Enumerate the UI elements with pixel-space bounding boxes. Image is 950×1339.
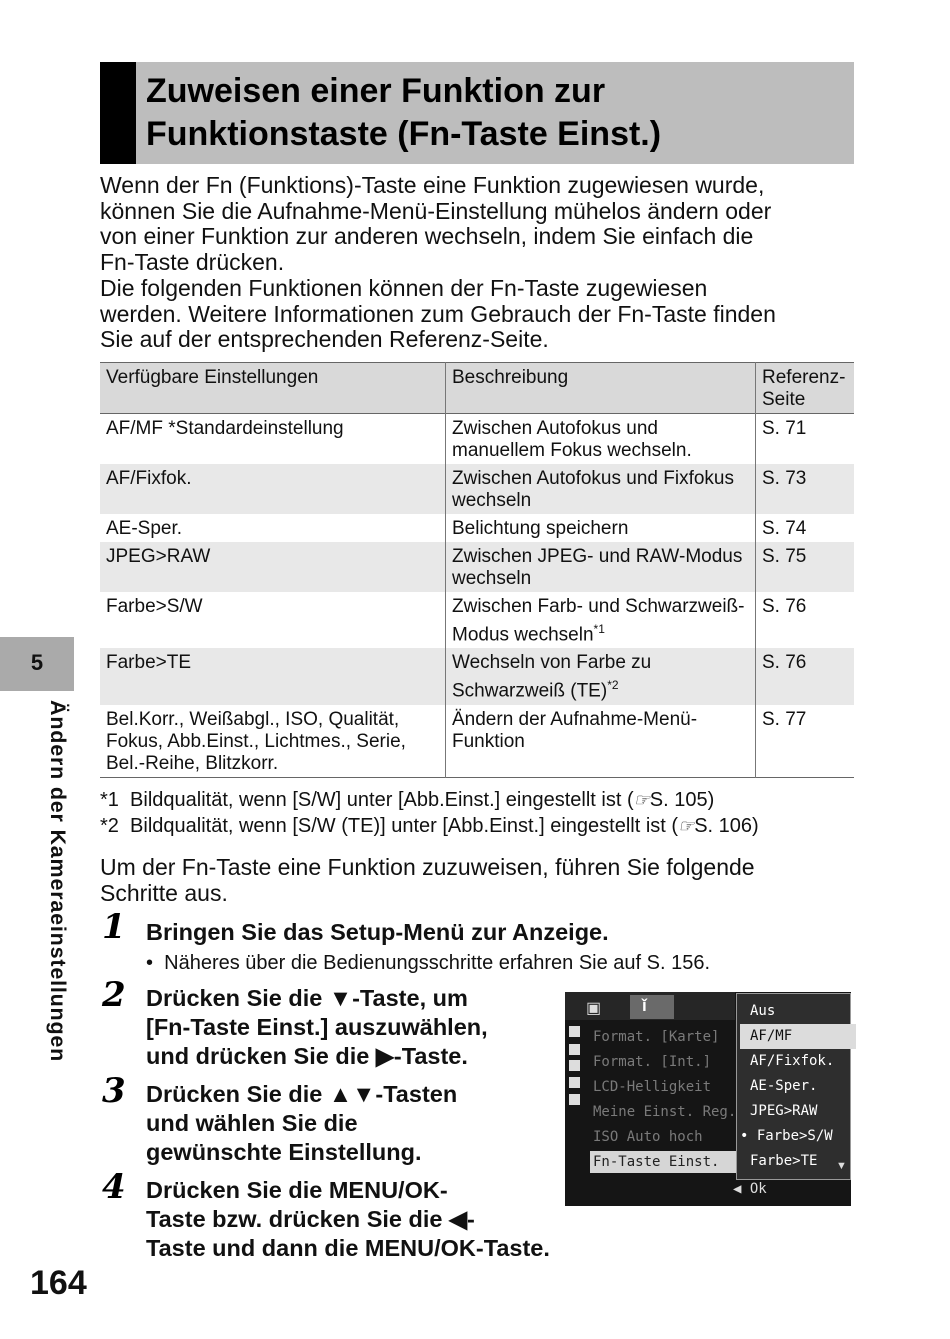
intro-line: von einer Funktion zur anderen wechseln, indem Sie einfach die [100, 223, 754, 250]
page-title [146, 70, 846, 156]
cell-description: Zwischen Autofokus und Fixfokus wechseln [446, 464, 756, 514]
functions-table [100, 362, 854, 778]
cell-setting: AE-Sper. [100, 514, 446, 542]
screen-option: Farbe>TE [750, 1153, 818, 1169]
wrench-icon: ǐ [642, 996, 647, 1015]
footnote-ref: S. 105) [649, 789, 715, 811]
scroll-down-icon: ▼ [836, 1160, 847, 1172]
step-line: [Fn-Taste Einst.] auszuwählen, [146, 1014, 488, 1040]
intro-line: Fn-Taste drücken. [100, 249, 285, 276]
step-text [146, 984, 488, 1071]
cell-description [446, 648, 756, 704]
steps-intro [100, 855, 860, 906]
cell-setting: JPEG>RAW [100, 542, 446, 592]
intro-line: können Sie die Aufnahme-Menü-Einstellung mühelos ändern oder [100, 197, 772, 224]
title-accent-bar [100, 62, 136, 164]
screen-menu-item: Format. [Karte] [593, 1029, 720, 1045]
footnote [100, 813, 759, 839]
footnote-mark: *2 [100, 815, 119, 837]
menu-marker-icon [569, 1044, 580, 1055]
menu-marker-icon [569, 1026, 580, 1037]
step-text: Bringen Sie das Setup-Menü zur Anzeige. [146, 919, 609, 945]
table-row [100, 414, 854, 465]
intro-line: Wenn der Fn (Funktions)-Taste eine Funktion zugewiesen wurde, [100, 172, 765, 198]
cell-description: Ändern der Aufnahme-Menü-Funktion [446, 705, 756, 778]
cell-description: Zwischen JPEG- und RAW-Modus wechseln [446, 542, 756, 592]
table-row [100, 514, 854, 542]
table-row [100, 542, 854, 592]
screen-ok-label: ◀ Ok [733, 1181, 767, 1197]
screen-menu-item: Meine Einst. Reg. [593, 1104, 737, 1120]
header-settings: Verfügbare Einstellungen [100, 363, 446, 414]
setup-tab-active [630, 995, 674, 1019]
cell-description [446, 592, 756, 648]
step-text [146, 1080, 457, 1167]
header-reference: Referenz-Seite [762, 367, 846, 410]
menu-marker-icon [569, 1060, 580, 1071]
cell-reference: S. 71 [762, 418, 807, 439]
cell-reference: S. 74 [762, 518, 807, 539]
cell-reference: S. 73 [762, 468, 807, 489]
screen-option: AE-Sper. [750, 1078, 818, 1094]
screen-menu-item: ISO Auto hoch [593, 1129, 703, 1145]
page-number: 164 [30, 1264, 87, 1302]
footnote-ref: S. 106) [694, 815, 759, 837]
intro-line: Die folgenden Funktionen können der Fn-Taste zugewiesen [100, 274, 708, 301]
title-line: Funktionstaste (Fn-Taste Einst.) [146, 115, 662, 153]
step-line: Taste und dann die MENU/OK-Taste. [146, 1235, 550, 1261]
footnote-text: Bildqualität, wenn [S/W] unter [Abb.Einst.] eingestellt ist ( [130, 789, 634, 811]
table-row [100, 648, 854, 704]
screen-option-selected: AF/MF [740, 1024, 856, 1049]
step-line: Taste bzw. drücken Sie die ◀- [146, 1206, 475, 1232]
cell-setting: Farbe>TE [100, 648, 446, 704]
cell-reference: S. 76 [762, 652, 807, 674]
chapter-number: 5 [30, 650, 44, 675]
steps-intro-line: Um der Fn-Taste eine Funktion zuzuweisen, führen Sie folgende [100, 854, 755, 880]
step-line: Drücken Sie die ▼-Taste, um [146, 985, 468, 1011]
reference-hand-icon: ☞ [633, 790, 650, 810]
screen-option: AF/Fixfok. [750, 1053, 835, 1069]
screen-option: JPEG>RAW [750, 1103, 818, 1119]
cell-setting: Farbe>S/W [100, 592, 446, 648]
description-text: Zwischen Farb- und Schwarzweiß-Modus wechseln [452, 596, 745, 646]
screen-menu-item: Format. [Int.] [593, 1054, 712, 1070]
step-bullet: • Näheres über die Bedienungsschritte erfahren Sie auf S. 156. [146, 952, 711, 974]
cell-description: Zwischen Autofokus und manuellem Fokus wechseln. [446, 414, 756, 465]
bullet-text: Näheres über die Bedienungsschritte erfahren Sie auf S. 156. [164, 952, 711, 974]
cell-reference: S. 76 [762, 596, 807, 617]
step-number: 3 [102, 1071, 126, 1111]
table-row [100, 705, 854, 778]
step-line: Drücken Sie die MENU/OK- [146, 1177, 448, 1203]
menu-marker-icon [569, 1094, 580, 1105]
footnote-text: Bildqualität, wenn [S/W (TE)] unter [Abb.Einst.] eingestellt ist ( [130, 815, 679, 837]
steps-intro-line: Schritte aus. [100, 879, 228, 906]
header-description: Beschreibung [446, 363, 756, 414]
cell-reference: S. 75 [762, 546, 807, 567]
step-number: 1 [102, 907, 126, 947]
step-line: gewünschte Einstellung. [146, 1139, 422, 1165]
footnote [100, 787, 714, 813]
cell-setting: Bel.Korr., Weißabgl., ISO, Qualität, Fokus, Abb.Einst., Lichtmes., Serie, Bel.-Reihe, Blitzkorr. [100, 705, 446, 778]
step-line: und wählen Sie die [146, 1110, 358, 1136]
camera-icon: ▣ [586, 1000, 602, 1017]
cell-setting: AF/MF *Standardeinstellung [100, 414, 446, 465]
intro-line: Sie auf der entsprechenden Referenz-Seite. [100, 326, 549, 353]
title-line: Zuweisen einer Funktion zur [146, 72, 606, 110]
table-header-row [100, 363, 854, 414]
screen-option: • Farbe>S/W [740, 1128, 833, 1144]
cell-setting: AF/Fixfok. [100, 464, 446, 514]
step-number: 4 [102, 1167, 126, 1207]
intro-paragraph [100, 173, 860, 353]
cell-description: Belichtung speichern [446, 514, 756, 542]
table-row [100, 464, 854, 514]
step-line: und drücken Sie die ▶-Taste. [146, 1043, 468, 1069]
step-number: 2 [102, 975, 126, 1015]
menu-marker-icon [569, 1077, 580, 1088]
footnote-ref: *1 [593, 622, 605, 636]
screen-bottom-bar [565, 1180, 851, 1206]
screen-menu-item-selected: Fn-Taste Einst. [590, 1151, 738, 1173]
chapter-label: Ändern der Kameraeinstellungen [46, 700, 70, 1063]
footnote-mark: *1 [100, 789, 119, 811]
cell-reference: S. 77 [762, 708, 807, 730]
step-text [146, 1176, 550, 1263]
intro-line: werden. Weitere Informationen zum Gebrauch der Fn-Taste finden [100, 300, 776, 327]
footnote-ref: *2 [607, 678, 619, 693]
step-line: Drücken Sie die ▲▼-Tasten [146, 1081, 458, 1107]
screen-option: Aus [750, 1003, 776, 1019]
description-text: Wechseln von Farbe zu Schwarzweiß (TE) [452, 652, 652, 702]
table-row [100, 592, 854, 648]
screen-menu-item: LCD-Helligkeit [593, 1079, 712, 1095]
reference-hand-icon: ☞ [678, 816, 695, 836]
